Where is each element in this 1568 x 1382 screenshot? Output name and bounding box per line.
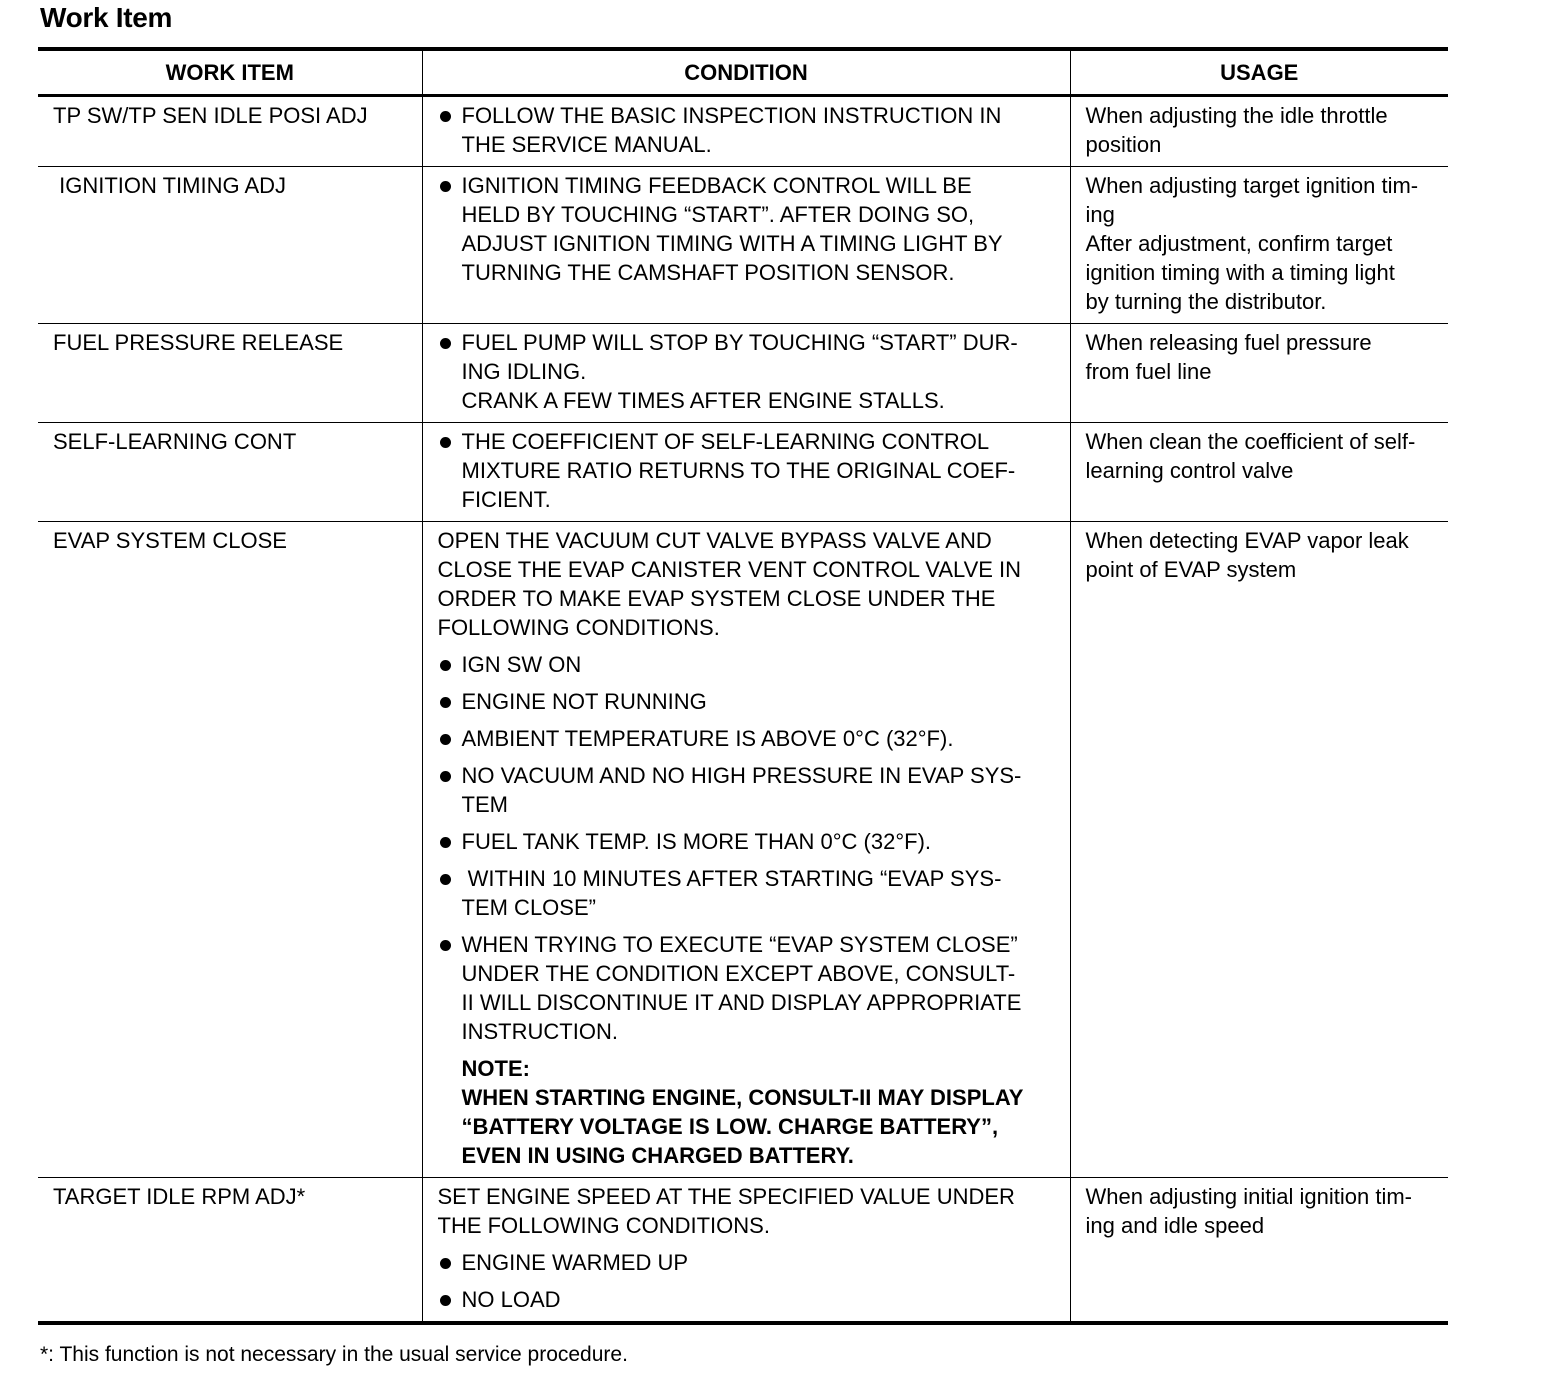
- condition-note-line: EVEN IN USING CHARGED BATTERY.: [461, 1142, 854, 1168]
- table-row: [38, 95, 1448, 166]
- condition-bullet-line: ENGINE NOT RUNNING: [461, 688, 707, 714]
- condition-bullet: [438, 827, 1060, 856]
- work-item-table: [38, 47, 1448, 1325]
- usage-line: position: [1085, 131, 1162, 157]
- table-row: [38, 166, 1448, 323]
- condition-bullet-line: AMBIENT TEMPERATURE IS ABOVE 0°C (32°F).: [461, 725, 954, 751]
- usage-line: When detecting EVAP vapor leak: [1085, 527, 1409, 553]
- condition-bullet-line: FOLLOW THE BASIC INSPECTION INSTRUCTION IN: [461, 102, 1002, 128]
- page-title: Work Item: [40, 2, 173, 33]
- condition-cell: [422, 422, 1070, 521]
- condition-bullet: [438, 101, 1060, 159]
- bullet-dot-icon: [440, 1258, 451, 1269]
- condition-bullet-line: HELD BY TOUCHING “START”. AFTER DOING SO,: [461, 201, 975, 227]
- condition-bullet-line: TURNING THE CAMSHAFT POSITION SENSOR.: [461, 259, 955, 285]
- condition-bullet-line: FUEL PUMP WILL STOP BY TOUCHING “START” DUR-: [461, 329, 1018, 355]
- usage-line: When clean the coefficient of self-: [1085, 428, 1416, 454]
- header-condition: CONDITION: [422, 49, 1070, 95]
- condition-bullet-line: THE SERVICE MANUAL.: [461, 131, 712, 157]
- work-item-label: SELF-LEARNING CONT: [53, 428, 297, 454]
- table-row: [38, 422, 1448, 521]
- condition-bullet: [438, 1248, 1060, 1277]
- condition-bullet: [438, 761, 1060, 819]
- condition-cell: [422, 1177, 1070, 1323]
- condition-intro-line: THE FOLLOWING CONDITIONS.: [437, 1212, 770, 1238]
- condition-bullet-line: NO LOAD: [461, 1286, 561, 1312]
- condition-bullet-line: IGN SW ON: [461, 651, 582, 677]
- header-work-item: WORK ITEM: [38, 49, 422, 95]
- header-usage: USAGE: [1070, 49, 1448, 95]
- work-item-label: EVAP SYSTEM CLOSE: [53, 527, 287, 553]
- bullet-dot-icon: [440, 771, 451, 782]
- bullet-dot-icon: [440, 837, 451, 848]
- work-item-cell: [38, 422, 422, 521]
- condition-bullet-line: FUEL TANK TEMP. IS MORE THAN 0°C (32°F).: [461, 828, 932, 854]
- bullet-dot-icon: [440, 734, 451, 745]
- condition-intro-line: ORDER TO MAKE EVAP SYSTEM CLOSE UNDER THE: [437, 585, 996, 611]
- condition-bullet-line: MIXTURE RATIO RETURNS TO THE ORIGINAL COEF-: [461, 457, 1016, 483]
- table-row: [38, 323, 1448, 422]
- usage-line: ing: [1085, 201, 1115, 227]
- work-item-cell: [38, 323, 422, 422]
- usage-cell: [1070, 1177, 1448, 1323]
- condition-intro-line: CLOSE THE EVAP CANISTER VENT CONTROL VALVE IN: [437, 556, 1022, 582]
- condition-cell: [422, 95, 1070, 166]
- condition-bullet-line: NO VACUUM AND NO HIGH PRESSURE IN EVAP SYS-: [461, 762, 1022, 788]
- condition-intro-line: OPEN THE VACUUM CUT VALVE BYPASS VALVE AND: [437, 527, 992, 553]
- usage-cell: [1070, 95, 1448, 166]
- condition-bullet: [438, 930, 1060, 1046]
- usage-line: When releasing fuel pressure: [1085, 329, 1372, 355]
- condition-bullet-line: UNDER THE CONDITION EXCEPT ABOVE, CONSULT-: [461, 960, 1016, 986]
- work-item-label: TARGET IDLE RPM ADJ*: [53, 1183, 306, 1209]
- usage-line: ignition timing with a timing light: [1085, 259, 1395, 285]
- usage-line: After adjustment, confirm target: [1085, 230, 1393, 256]
- condition-bullet: [438, 687, 1060, 716]
- bullet-dot-icon: [440, 338, 451, 349]
- usage-cell: [1070, 166, 1448, 323]
- condition-bullet-line: INSTRUCTION.: [461, 1018, 618, 1044]
- condition-intro-line: FOLLOWING CONDITIONS.: [437, 614, 720, 640]
- condition-note: [438, 1054, 1060, 1170]
- condition-bullet-line: TEM: [461, 791, 508, 817]
- table-header-row: [38, 49, 1448, 95]
- bullet-dot-icon: [440, 437, 451, 448]
- condition-bullet-line: WITHIN 10 MINUTES AFTER STARTING “EVAP SYS-: [461, 865, 1002, 891]
- bullet-dot-icon: [440, 874, 451, 885]
- work-item-label: FUEL PRESSURE RELEASE: [53, 329, 344, 355]
- usage-line: learning control valve: [1085, 457, 1294, 483]
- condition-note-line: WHEN STARTING ENGINE, CONSULT-II MAY DISPLAY: [461, 1084, 1024, 1110]
- condition-bullet: [438, 864, 1060, 922]
- condition-note-line: “BATTERY VOLTAGE IS LOW. CHARGE BATTERY”,: [461, 1113, 999, 1139]
- usage-line: When adjusting target ignition tim-: [1085, 172, 1419, 198]
- condition-bullet: [438, 427, 1060, 514]
- usage-cell: [1070, 521, 1448, 1177]
- condition-intro: [438, 526, 1060, 642]
- condition-bullet: [438, 650, 1060, 679]
- condition-bullet-line: TEM CLOSE”: [461, 894, 596, 920]
- condition-intro: [438, 1182, 1060, 1240]
- bullet-dot-icon: [440, 111, 451, 122]
- usage-cell: [1070, 323, 1448, 422]
- condition-bullet: [438, 1285, 1060, 1314]
- footnote: *: This function is not necessary in the usual service procedure.: [40, 1343, 628, 1366]
- usage-line: by turning the distributor.: [1085, 288, 1327, 314]
- table-row: [38, 1177, 1448, 1323]
- condition-cell: [422, 521, 1070, 1177]
- condition-bullet: [438, 171, 1060, 287]
- condition-cell: [422, 323, 1070, 422]
- condition-bullet-line: ADJUST IGNITION TIMING WITH A TIMING LIGHT BY: [461, 230, 1003, 256]
- condition-note-line: NOTE:: [461, 1055, 530, 1081]
- usage-line: ing and idle speed: [1085, 1212, 1265, 1238]
- bullet-dot-icon: [440, 940, 451, 951]
- usage-cell: [1070, 422, 1448, 521]
- work-item-label: TP SW/TP SEN IDLE POSI ADJ: [53, 102, 368, 128]
- condition-bullet-line: WHEN TRYING TO EXECUTE “EVAP SYSTEM CLOSE”: [461, 931, 1018, 957]
- work-item-cell: [38, 166, 422, 323]
- work-item-label: IGNITION TIMING ADJ: [53, 172, 287, 198]
- condition-bullet-line: IGNITION TIMING FEEDBACK CONTROL WILL BE: [461, 172, 972, 198]
- bullet-dot-icon: [440, 181, 451, 192]
- bullet-dot-icon: [440, 697, 451, 708]
- condition-bullet-line: ING IDLING.: [461, 358, 587, 384]
- condition-cell: [422, 166, 1070, 323]
- usage-line: from fuel line: [1085, 358, 1212, 384]
- condition-bullet: [438, 328, 1060, 415]
- work-item-cell: [38, 95, 422, 166]
- condition-intro-line: SET ENGINE SPEED AT THE SPECIFIED VALUE UNDER: [437, 1183, 1015, 1209]
- work-item-cell: [38, 521, 422, 1177]
- condition-bullet-line: THE COEFFICIENT OF SELF-LEARNING CONTROL: [461, 428, 990, 454]
- table-body: [38, 95, 1448, 1323]
- usage-line: point of EVAP system: [1085, 556, 1297, 582]
- bullet-dot-icon: [440, 1295, 451, 1306]
- usage-line: When adjusting initial ignition tim-: [1085, 1183, 1412, 1209]
- condition-bullet-line: FICIENT.: [461, 486, 551, 512]
- condition-bullet-line: ENGINE WARMED UP: [461, 1249, 689, 1275]
- table-row: [38, 521, 1448, 1177]
- work-item-cell: [38, 1177, 422, 1323]
- usage-line: When adjusting the idle throttle: [1085, 102, 1388, 128]
- condition-bullet: [438, 724, 1060, 753]
- bullet-dot-icon: [440, 660, 451, 671]
- condition-bullet-line: II WILL DISCONTINUE IT AND DISPLAY APPROPRIATE: [461, 989, 1022, 1015]
- condition-bullet-line: CRANK A FEW TIMES AFTER ENGINE STALLS.: [461, 387, 945, 413]
